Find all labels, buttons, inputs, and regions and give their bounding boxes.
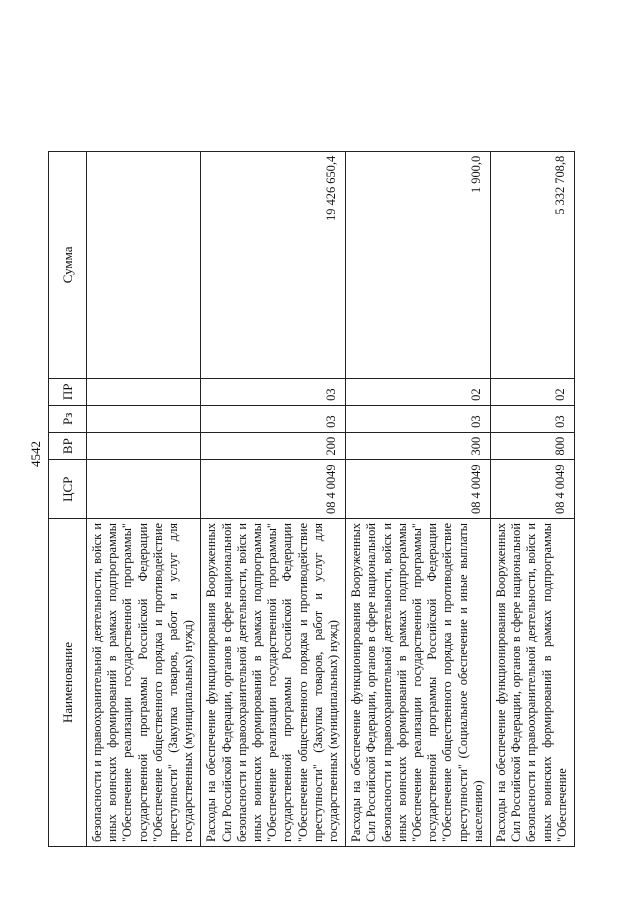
row-pr: 02: [491, 378, 575, 405]
header-rz: Рз: [49, 405, 87, 432]
row-sum: 5 332 708,8: [491, 151, 575, 378]
row-pr: [87, 378, 201, 405]
row-pr: 03: [201, 378, 346, 405]
header-name: Наименование: [49, 519, 87, 847]
row-sum: 1 900,0: [346, 151, 491, 378]
row-sum: 19 426 650,4: [201, 151, 346, 378]
header-csr: ЦСР: [49, 460, 87, 519]
row-sum: [87, 151, 201, 378]
row-vr: 200: [201, 432, 346, 460]
row-rz: [87, 405, 201, 432]
row-name: Расходы на обеспечение функционирования Вооруженных Сил Российской Федерации, органов в сфере национальной безопасности и правоохранительной деятельности, войск и иных воинских формирований в рамках подпрограммы "Обеспечение реализации государственной программы" государственной программы Российской Федерации "Обеспечение общественного порядка и противодействие преступности" (Социальное обеспечение и иные выплаты населению): [346, 519, 491, 847]
header-sum: Сумма: [49, 151, 87, 378]
row-pr: 02: [346, 378, 491, 405]
page-number: 4542: [28, 441, 43, 467]
row-vr: 300: [346, 432, 491, 460]
header-pr: ПР: [49, 378, 87, 405]
table-row: [346, 151, 491, 846]
header-vr: ВР: [49, 432, 87, 460]
row-csr: 08 4 0049: [201, 460, 346, 519]
row-name: Расходы на обеспечение функционирования Вооруженных Сил Российской Федерации, органов в сфере национальной безопасности и правоохранительной деятельности, войск и иных воинских формирований в рамках подпрограммы "Обеспечение: [491, 519, 575, 847]
budget-table: [48, 151, 575, 847]
table-row: [87, 151, 201, 846]
row-vr: 800: [491, 432, 575, 460]
row-rz: 03: [201, 405, 346, 432]
row-csr: 08 4 0049: [491, 460, 575, 519]
table-row: [491, 151, 575, 846]
row-name: Расходы на обеспечение функционирования Вооруженных Сил Российской Федерации, органов в сфере национальной безопасности и правоохранительной деятельности, войск и иных воинских формирований в рамках подпрограммы "Обеспечение реализации государственной программы" государственной программы Российской Федерации "Обеспечение общественного порядка и противодействие преступности" (Закупка товаров, работ и услуг для государственных (муниципальных) нужд): [201, 519, 346, 847]
table-row: [201, 151, 346, 846]
row-csr: 08 4 0049: [346, 460, 491, 519]
row-vr: [87, 432, 201, 460]
row-rz: 03: [346, 405, 491, 432]
header-row: [49, 151, 87, 846]
row-rz: 03: [491, 405, 575, 432]
row-csr: [87, 460, 201, 519]
row-name: безопасности и правоохранительной деятельности, войск и иных воинских формирований в рамках подпрограммы "Обеспечение реализации государственной программы" государственной программы Российской Федерации "Обеспечение общественного порядка и противодействие преступности" (Закупка товаров, работ и услуг для государственных (муниципальных) нужд): [87, 519, 201, 847]
